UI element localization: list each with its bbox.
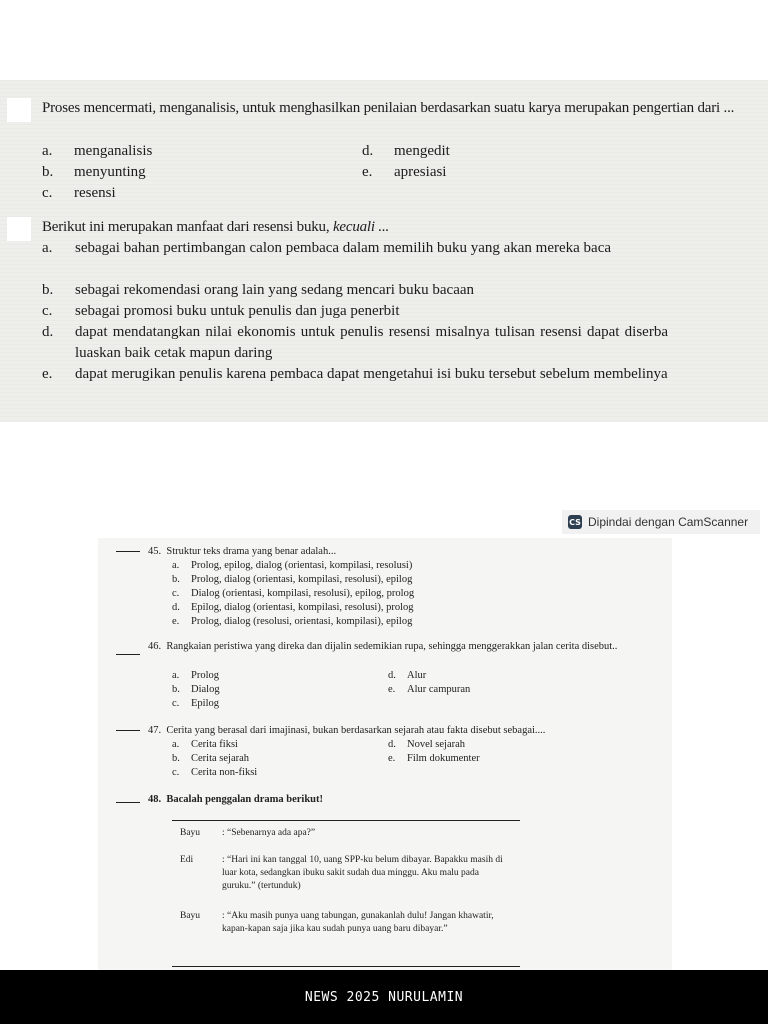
answer-blank [116,720,140,731]
option-d: d. Novel sejarah [388,739,466,750]
option-d: d. Epilog, dialog (orientasi, kompilasi, resolusi), prolog [172,602,414,613]
dialog-line: : “Hari ini kan tanggal 10, uang SPP-ku belum dibayar. Bapakku masih di luar kota, sedangkan ibuku sakit sudah dua minggu. Aku malu pada guruku.” (tertunduk) [222,855,503,891]
option-e: e. Alur campuran [388,684,471,695]
speaker-name: Bayu [180,911,201,921]
speaker-name: Bayu [180,828,201,838]
question-46: 46. Rangkaian peristiwa yang direka dan dijalin sedemikian rupa, sehingga menggerakkan jalan cerita disebut.. [148,641,618,652]
option-c: c. Epilog [172,698,219,709]
question-47: 47. Cerita yang berasal dari imajinasi, bukan berdasarkan sejarah atau fakta disebut sebagai.... [148,725,546,736]
option-b: b. menyunting [42,164,146,180]
option-c: c. resensi [42,185,116,201]
option-a: a. menganalisis [42,143,153,159]
dialog-line: : “Sebenarnya ada apa?” [222,828,316,838]
option-d: d. Alur [388,670,427,681]
scanned-page-top [0,80,768,422]
option-e: e. dapat merugikan penulis karena pembaca dapat mengetahui isi buku tersebut sebelum membelinya [42,366,668,382]
question-stem: Berikut ini merupakan manfaat dari resensi buku, kecuali ... [42,219,390,235]
option-a: a. Cerita fiksi [172,739,238,750]
dialog-line: : “Aku masih punya uang tabungan, gunakanlah dulu! Jangan khawatir, kapan-kapan saja jika kau sudah punya uang baru dibayar.” [222,911,494,934]
footer-caption: NEWS 2025 NURULAMIN [0,970,768,1024]
drama-excerpt-box [172,820,520,967]
option-c: c. Dialog (orientasi, kompilasi, resolusi), epilog, prolog [172,588,415,599]
option-c: c. Cerita non-fiksi [172,767,258,778]
option-e: e. apresiasi [362,164,447,180]
option-b: b. sebagai rekomendasi orang lain yang sedang mencari buku bacaan [42,282,475,298]
option-b: b. Prolog, dialog (orientasi, kompilasi, resolusi), epilog [172,574,413,585]
camscanner-watermark [562,510,760,534]
question-number-box [7,217,31,241]
option-e: e. Film dokumenter [388,753,480,764]
option-a: a. Prolog, epilog, dialog (orientasi, kompilasi, resolusi) [172,560,413,571]
option-d: d. dapat mendatangkan nilai ekonomis untuk penulis resensi misalnya tulisan resensi dapat diserba luaskan baik cetak mapun daring [42,324,668,361]
option-d: d. mengedit [362,143,450,159]
camscanner-icon: CS [568,515,582,529]
option-e: e. Prolog, dialog (resolusi, orientasi, kompilasi), epilog [172,616,413,627]
answer-blank [116,644,140,655]
option-a: a. Prolog [172,670,220,681]
option-b: b. Cerita sejarah [172,753,250,764]
option-a: a. sebagai bahan pertimbangan calon pembaca dalam memilih buku yang akan mereka baca [42,240,612,256]
question-48: 48. Bacalah penggalan drama berikut! [148,794,324,805]
question-number-box [7,98,31,122]
answer-blank [116,541,140,552]
option-c: c. sebagai promosi buku untuk penulis dan juga penerbit [42,303,400,319]
option-b: b. Dialog [172,684,220,695]
scanned-page-bottom [98,538,672,970]
answer-blank [116,792,140,803]
camscanner-label: Dipindai dengan CamScanner [588,515,749,529]
question-45: 45. Struktur teks drama yang benar adalah... [148,546,337,557]
speaker-name: Edi [180,855,194,865]
question-stem: Proses mencermati, menganalisis, untuk menghasilkan penilaian berdasarkan suatu karya merupakan pengertian dari ... [42,100,735,116]
